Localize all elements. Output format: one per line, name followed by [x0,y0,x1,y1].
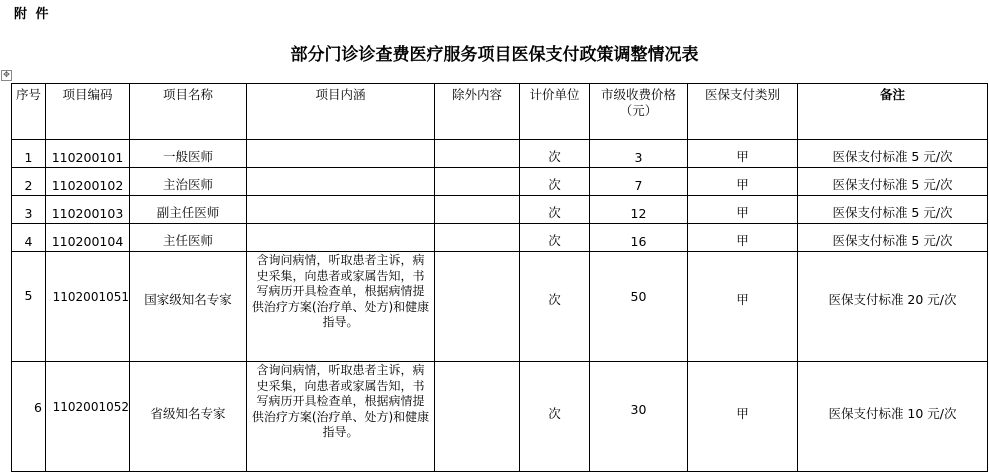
table-row [12,168,988,196]
cell-code: 110200103 [46,196,130,224]
cell-price: 30 [590,362,688,472]
cell-code: 1102001052 [46,362,130,472]
cell-unit: 次 [520,362,590,472]
cell-unit: 次 [520,224,590,252]
cell-category: 甲 [688,196,798,224]
header-content: 项目内涵 [247,84,435,140]
cell-category: 甲 [688,252,798,362]
header-remark: 备注 [798,84,988,140]
cell-remark: 医保支付标准 5 元/次 [798,168,988,196]
cell-excluded [435,252,520,362]
cell-seq: 6 [12,362,46,472]
cell-remark: 医保支付标准 5 元/次 [798,224,988,252]
cell-unit: 次 [520,196,590,224]
cell-name: 副主任医师 [130,196,247,224]
cell-content: 含询问病情，听取患者主诉，病史采集，向患者或家属告知，书写病历开具检查单，根据病情提供治疗方案(治疗单、处方)和健康指导。 [247,252,435,362]
cell-remark: 医保支付标准 10 元/次 [798,362,988,472]
cell-category: 甲 [688,362,798,472]
cell-unit: 次 [520,168,590,196]
cell-unit: 次 [520,252,590,362]
table-move-handle-icon[interactable]: ✥ [1,70,12,81]
header-seq: 序号 [12,84,46,140]
cell-seq: 3 [12,196,46,224]
cell-name: 主任医师 [130,224,247,252]
cell-price: 16 [590,224,688,252]
cell-code: 110200104 [46,224,130,252]
cell-content [247,168,435,196]
document-title: 部分门诊诊查费医疗服务项目医保支付政策调整情况表 [290,45,699,65]
table-row [12,140,988,168]
cell-remark: 医保支付标准 20 元/次 [798,252,988,362]
table-row [12,196,988,224]
header-unit: 计价单位 [520,84,590,140]
cell-category: 甲 [688,168,798,196]
cell-content [247,140,435,168]
cell-content [247,196,435,224]
cell-category: 甲 [688,140,798,168]
cell-name: 一般医师 [130,140,247,168]
cell-seq: 4 [12,224,46,252]
cell-name: 主治医师 [130,168,247,196]
cell-excluded [435,196,520,224]
attachment-label: 附 件 [14,7,51,22]
cell-name: 省级知名专家 [130,362,247,472]
cell-seq: 2 [12,168,46,196]
cell-excluded [435,168,520,196]
table-row [12,362,988,472]
header-category: 医保支付类别 [688,84,798,140]
cell-remark: 医保支付标准 5 元/次 [798,140,988,168]
header-code: 项目编码 [46,84,130,140]
table-row [12,224,988,252]
cell-content [247,224,435,252]
cell-seq: 5 [12,252,46,362]
cell-name: 国家级知名专家 [130,252,247,362]
cell-category: 甲 [688,224,798,252]
cell-code: 110200102 [46,168,130,196]
header-name: 项目名称 [130,84,247,140]
cell-price: 50 [590,252,688,362]
cell-code: 1102001051 [46,252,130,362]
header-excluded: 除外内容 [435,84,520,140]
cell-excluded [435,224,520,252]
cell-content: 含询问病情，听取患者主诉，病史采集，向患者或家属告知，书写病历开具检查单，根据病情提供治疗方案(治疗单、处方)和健康指导。 [247,362,435,472]
cell-price: 12 [590,196,688,224]
table-row [12,252,988,362]
cell-excluded [435,140,520,168]
cell-price: 3 [590,140,688,168]
cell-seq: 1 [12,140,46,168]
cell-code: 110200101 [46,140,130,168]
cell-remark: 医保支付标准 5 元/次 [798,196,988,224]
cell-excluded [435,362,520,472]
policy-table [11,83,988,472]
cell-unit: 次 [520,140,590,168]
header-price: 市级收费价格（元） [590,84,688,140]
cell-price: 7 [590,168,688,196]
header-row [12,84,988,140]
